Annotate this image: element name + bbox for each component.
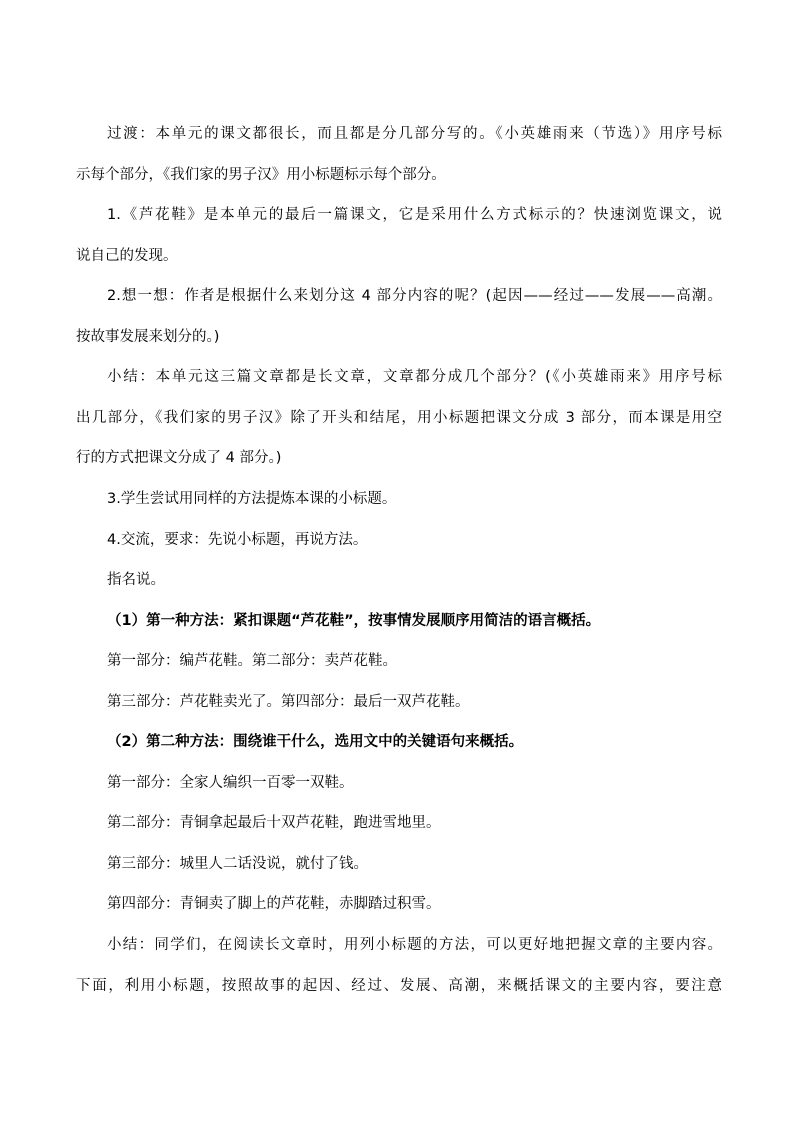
method-2-part-3: 第三部分：城里人二话没说，就付了钱。 bbox=[107, 856, 368, 872]
paragraph-named-speak: 指名说。 bbox=[107, 572, 165, 588]
method-2-heading: （2）第二种方法：围绕谁干什么，选用文中的关键语句来概括。 bbox=[107, 734, 524, 750]
paragraph-line: 2.想一想：作者是根据什么来划分这 4 部分内容的呢？(起因——经过——发展——高潮。 bbox=[107, 288, 722, 304]
paragraph-summary-1 bbox=[76, 357, 722, 479]
paragraph-line: 小结：本单元这三篇文章都是长文章，文章都分成几个部分？(《小英雄雨来》用序号标 bbox=[107, 369, 722, 385]
paragraph-step-4: 4.交流，要求：先说小标题，再说方法。 bbox=[107, 532, 368, 548]
paragraph-line: 1.《芦花鞋》是本单元的最后一篇课文，它是采用什么方式标示的？快速浏览课文，说 bbox=[107, 207, 722, 223]
paragraph-line: 小结：同学们，在阅读长文章时，用列小标题的方法，可以更好地把握文章的主要内容。 bbox=[107, 937, 722, 953]
paragraph-line: 按故事发展来划分的。) bbox=[76, 328, 220, 345]
method-1-parts-a: 第一部分：编芦花鞋。第二部分：卖芦花鞋。 bbox=[107, 653, 397, 669]
paragraph-step-3: 3.学生尝试用同样的方法提炼本课的小标题。 bbox=[107, 491, 397, 507]
method-1-heading: （1）第一种方法：紧扣课题“芦花鞋”，按事情发展顺序用简洁的语言概括。 bbox=[107, 613, 601, 629]
paragraph-line: 示每个部分，《我们家的男子汉》用小标题标示每个部分。 bbox=[76, 166, 446, 183]
method-2-part-2: 第二部分：青铜拿起最后十双芦花鞋，跑进雪地里。 bbox=[107, 815, 441, 831]
paragraph-summary-2 bbox=[76, 925, 722, 1006]
method-2-part-4: 第四部分：青铜卖了脚上的芦花鞋，赤脚踏过积雪。 bbox=[107, 896, 441, 912]
paragraph-question-2 bbox=[76, 276, 722, 357]
method-2-part-1: 第一部分：全家人编织一百零一双鞋。 bbox=[107, 775, 354, 791]
paragraph-line: 过渡：本单元的课文都很长，而且都是分几部分写的。《小英雄雨来（节选）》用序号标 bbox=[107, 126, 722, 142]
paragraph-transition bbox=[76, 114, 722, 195]
paragraph-question-1 bbox=[76, 195, 722, 276]
paragraph-line: 下面，利用小标题，按照故事的起因、经过、发展、高潮，来概括课文的主要内容，要注意 bbox=[76, 977, 722, 994]
method-1-parts-b: 第三部分：芦花鞋卖光了。第四部分：最后一双芦花鞋。 bbox=[107, 694, 470, 710]
paragraph-line: 行的方式把课文分成了 4 部分。) bbox=[76, 450, 282, 466]
paragraph-line: 说自己的发现。 bbox=[76, 247, 178, 264]
paragraph-line: 出几部分，《我们家的男子汉》除了开头和结尾，用小标题把课文分成 3 部分，而本课是用空 bbox=[76, 409, 722, 426]
